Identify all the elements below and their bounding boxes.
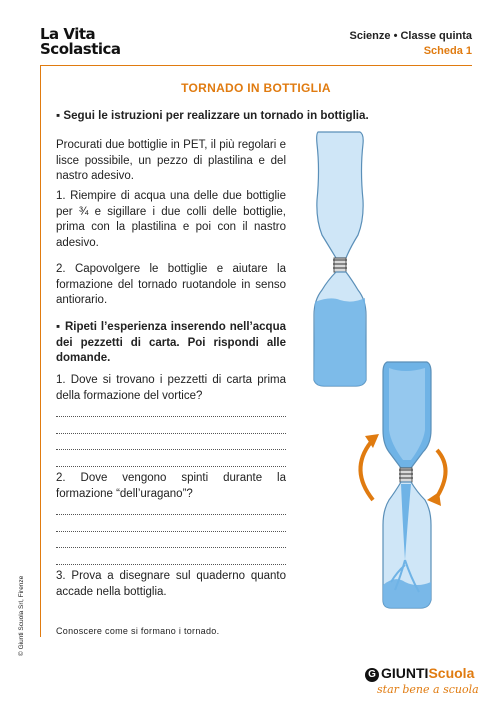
bullet-icon: ▪ bbox=[56, 109, 64, 122]
header-divider bbox=[40, 65, 472, 66]
intro-text: Procurati due bottiglie in PET, il più regolari e lisce possibile, un pezzo di plastilina e del nastro adesivo. bbox=[56, 139, 286, 183]
left-rule bbox=[40, 66, 41, 637]
bullet-icon: ▪ bbox=[56, 321, 65, 333]
logo-line2: Scolastica bbox=[40, 40, 121, 58]
magazine-logo bbox=[40, 27, 121, 57]
publisher-brand-suffix: Scuola bbox=[428, 665, 475, 681]
rotation-arrow-icon bbox=[427, 450, 446, 506]
header-info bbox=[350, 29, 472, 59]
step-2-text: 2. Capovolgere le bottiglie e aiutare la formazione del tornado ruotandole in senso antiorario. bbox=[56, 263, 286, 307]
bottle-illustration bbox=[300, 130, 380, 390]
question-2: 2. Dove vengono spinti durante la formazione “dell’uragano”? bbox=[56, 472, 286, 500]
instruction-2: ▪ Ripeti l’esperienza inserendo nell’acqua dei pezzetti di carta. Poi rispondi alle domande. bbox=[56, 321, 286, 365]
page-title: TORNADO IN BOTTIGLIA bbox=[181, 81, 331, 95]
subject-label: Scienze • Classe quinta bbox=[349, 30, 472, 42]
copyright-note: © Giunti Scuola Srl, Firenze bbox=[18, 575, 25, 656]
rotation-arrow-icon bbox=[360, 434, 379, 500]
step-1-text: 1. Riempire di acqua una delle due bottiglie per ¾ e sigillare i due colli delle bottiglie, prima con la plastilina e poi con il nastro adesivo. bbox=[56, 190, 286, 249]
publisher-brand: GIUNTI bbox=[381, 665, 429, 681]
answer-line[interactable] bbox=[56, 402, 286, 417]
answer-line[interactable] bbox=[56, 500, 286, 515]
answer-line[interactable] bbox=[56, 517, 286, 532]
question-1: 1. Dove si trovano i pezzetti di carta prima della formazione del vortice? bbox=[56, 374, 286, 402]
publisher-tagline: star bene a scuola bbox=[377, 683, 479, 696]
giunti-logo-icon: G bbox=[365, 668, 379, 682]
bottle-illustration bbox=[345, 360, 455, 615]
question-3: 3. Prova a disegnare sul quaderno quanto accade nella bottiglia. bbox=[56, 570, 286, 598]
answer-line[interactable] bbox=[56, 550, 286, 565]
sheet-label: Scheda 1 bbox=[423, 45, 472, 57]
footer-caption: Conoscere come si formano i tornado. bbox=[56, 626, 220, 636]
answer-line[interactable] bbox=[56, 452, 286, 467]
answer-line[interactable] bbox=[56, 419, 286, 434]
logo-line1: La Vita bbox=[40, 25, 96, 43]
answer-line[interactable] bbox=[56, 533, 286, 548]
answer-line[interactable] bbox=[56, 435, 286, 450]
publisher-logo bbox=[365, 665, 479, 696]
instruction-1: ▪ Segui le istruzioni per realizzare un tornado in bottiglia. bbox=[56, 109, 369, 122]
